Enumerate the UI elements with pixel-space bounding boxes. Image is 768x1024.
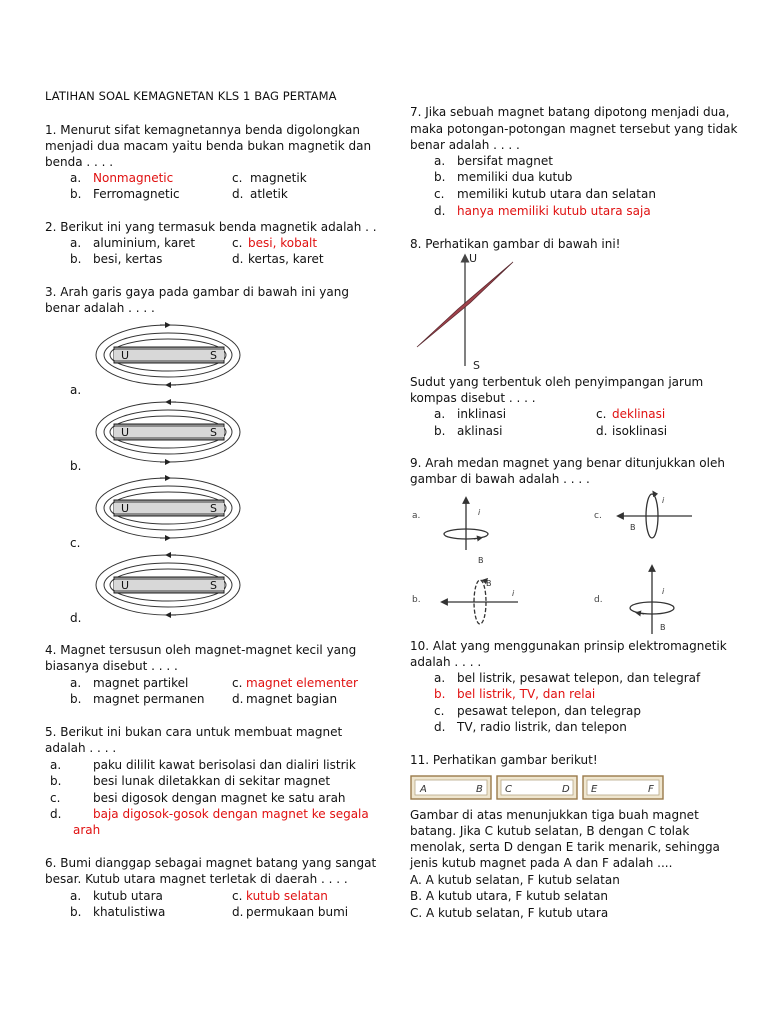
q9-field-figures (408, 488, 698, 636)
q6-option-a: kutub utara (93, 889, 163, 903)
q7-option-a-letter: a. (434, 154, 446, 168)
q8-option-b-letter: b. (434, 424, 446, 438)
q6-stem-line1: 6. Bumi dianggap sebagai magnet batang yang sangat (45, 856, 377, 870)
q9-label-c: c. (594, 511, 602, 521)
q6-option-b-letter: b. (70, 905, 82, 919)
q11-option-b: B. A kutub utara, F kutub selatan (410, 889, 609, 903)
q4-option-c-letter: c. (232, 676, 243, 690)
q10-option-a: bel listrik, pesawat telepon, dan telegraf (457, 671, 701, 685)
q3-label-d: d. (70, 611, 82, 625)
q3-label-a: a. (70, 383, 82, 397)
q10-stem-line1: 10. Alat yang menggunakan prinsip elektromagnetik (410, 639, 727, 653)
q1-option-b: Ferromagnetic (93, 187, 180, 201)
q1-option-a: Nonmagnetic (93, 171, 174, 185)
q4-option-a-letter: a. (70, 676, 82, 690)
q11-magnet-3 (583, 776, 663, 799)
q5-option-c: besi digosok dengan magnet ke satu arah (93, 791, 346, 805)
q11-pole-b: B (476, 784, 483, 795)
q9-figure-c (594, 493, 692, 538)
q5-option-d-line2: arah (73, 823, 101, 837)
q7-option-d: hanya memiliki kutub utara saja (457, 204, 651, 218)
q3-figure-c-pole-left: U (121, 502, 130, 515)
q10-option-c-letter: c. (434, 704, 445, 718)
q9-stem-line2: gambar di bawah adalah . . . . (410, 472, 590, 486)
q4-option-b: magnet permanen (93, 692, 205, 706)
q11-pole-c: C (505, 784, 512, 795)
q10-option-d-letter: d. (434, 720, 446, 734)
q2-option-b-letter: b. (70, 252, 82, 266)
q7-stem-line2: maka potongan-potongan magnet tersebut yang tidak (410, 122, 738, 136)
q6-option-b: khatulistiwa (93, 905, 166, 919)
q10-option-b: bel listrik, TV, dan relai (457, 687, 596, 701)
q3-figure-d-pole-left: U (121, 579, 130, 592)
q7-option-b: memiliki dua kutub (457, 170, 573, 184)
q8-option-c-letter: c. (596, 407, 607, 421)
q5-option-d-letter: d. (50, 807, 62, 821)
q10-option-b-letter: b. (434, 687, 446, 701)
q4-option-d-letter: d. (232, 692, 244, 706)
q8-option-c: deklinasi (612, 407, 666, 421)
q2-option-d-letter: d. (232, 252, 244, 266)
q8-stem2-line1: Sudut yang terbentuk oleh penyimpangan jarum (410, 375, 704, 389)
q1-option-a-letter: a. (70, 171, 82, 185)
q11-pole-e: E (591, 784, 598, 795)
q7-option-c: memiliki kutub utara dan selatan (457, 187, 656, 201)
q9-figure-d (594, 568, 674, 634)
q8-label-u: U (469, 252, 478, 265)
q4-stem-line1: 4. Magnet tersusun oleh magnet-magnet kecil yang (45, 643, 357, 657)
q6-option-a-letter: a. (70, 889, 82, 903)
q2-option-c-letter: c. (232, 236, 243, 250)
q3-figure-c-pole-right: S (210, 502, 217, 515)
q9-label-d: d. (594, 595, 603, 605)
q4-stem-line2: biasanya disebut . . . . (45, 659, 178, 673)
q11-stem2-line3: menolak, serta D dengan E tarik menarik, sehingga (410, 840, 720, 854)
q7-option-b-letter: b. (434, 170, 446, 184)
q5-option-a: paku dililit kawat berisolasi dan dialiri listrik (93, 758, 356, 772)
q8-option-d-letter: d. (596, 424, 608, 438)
q8-option-b: aklinasi (457, 424, 503, 438)
q4-option-d: magnet bagian (246, 692, 338, 706)
q11-pole-d: D (562, 784, 570, 795)
q10-option-c: pesawat telepon, dan telegrap (457, 704, 642, 718)
q11-stem: 11. Perhatikan gambar berikut! (410, 753, 598, 767)
q11-magnets-figure (410, 774, 666, 802)
q10-option-a-letter: a. (434, 671, 446, 685)
q3-label-b: b. (70, 459, 82, 473)
q9-d-field: B (660, 623, 666, 632)
q8-compass-figure (410, 248, 520, 376)
q9-c-current: i (662, 496, 665, 505)
q8-stem2-line2: kompas disebut . . . . (410, 391, 536, 405)
q5-option-c-letter: c. (50, 791, 61, 805)
q6-option-c: kutub selatan (246, 889, 328, 903)
q3-figure-d (96, 555, 240, 615)
q3-stem-line2: benar adalah . . . . (45, 301, 155, 315)
q7-option-c-letter: c. (434, 187, 445, 201)
q5-stem-line2: adalah . . . . (45, 741, 117, 755)
q9-label-a: a. (412, 511, 421, 521)
q7-stem-line3: benar adalah . . . . (410, 138, 520, 152)
q1-stem-line3: benda . . . . (45, 155, 114, 169)
q1-option-c-letter: c. (232, 171, 243, 185)
q9-b-current: i (512, 589, 515, 598)
q11-magnet-1 (411, 776, 491, 799)
q3-figure-b (96, 402, 240, 462)
q2-option-a: aluminium, karet (93, 236, 196, 250)
q11-pole-a: A (420, 784, 427, 795)
q5-option-d-line1: baja digosok-gosok dengan magnet ke segala (93, 807, 369, 821)
q3-figure-b-pole-right: S (210, 426, 217, 439)
q6-stem-line2: besar. Kutub utara magnet terletak di daerah . . . . (45, 872, 348, 886)
q4-option-a: magnet partikel (93, 676, 189, 690)
q9-figure-a (412, 500, 488, 565)
q6-option-d-letter: d. (232, 905, 244, 919)
q1-option-d-letter: d. (232, 187, 244, 201)
q11-stem2-line4: jenis kutub magnet pada A dan F adalah .... (410, 856, 673, 870)
q9-figure-b (412, 579, 518, 624)
q10-stem-line2: adalah . . . . (410, 655, 482, 669)
q1-stem-line2: menjadi dua macam yaitu benda bukan magnetik dan (45, 139, 372, 153)
q8-stem: 8. Perhatikan gambar di bawah ini! (410, 237, 621, 251)
q9-c-field: B (630, 523, 636, 532)
q8-label-s: S (473, 359, 480, 372)
q3-figure-b-pole-left: U (121, 426, 130, 439)
q8-option-a: inklinasi (457, 407, 507, 421)
q3-figure-a-pole-left: U (121, 349, 130, 362)
q2-option-a-letter: a. (70, 236, 82, 250)
q9-a-field: B (478, 556, 484, 565)
q2-stem: 2. Berikut ini yang termasuk benda magnetik adalah . . (45, 220, 377, 234)
q11-option-a: A. A kutub selatan, F kutub selatan (410, 873, 620, 887)
q9-a-current: i (478, 508, 481, 517)
page-title: LATIHAN SOAL KEMAGNETAN KLS 1 BAG PERTAMA (45, 89, 337, 103)
q10-option-d: TV, radio listrik, dan telepon (457, 720, 627, 734)
q9-label-b: b. (412, 595, 421, 605)
q2-option-d: kertas, karet (248, 252, 324, 266)
q5-option-b-letter: b. (50, 774, 62, 788)
q1-option-d: atletik (250, 187, 288, 201)
q3-stem-line1: 3. Arah garis gaya pada gambar di bawah ini yang (45, 285, 349, 299)
q11-pole-f: F (648, 784, 654, 795)
q3-field-figures (90, 318, 250, 628)
q8-option-a-letter: a. (434, 407, 446, 421)
q9-stem-line1: 9. Arah medan magnet yang benar ditunjukkan oleh (410, 456, 725, 470)
q4-option-c: magnet elementer (246, 676, 358, 690)
q2-option-b: besi, kertas (93, 252, 163, 266)
q5-option-b: besi lunak diletakkan di sekitar magnet (93, 774, 331, 788)
q3-figure-a-pole-right: S (210, 349, 217, 362)
q3-label-c: c. (70, 536, 81, 550)
q1-option-b-letter: b. (70, 187, 82, 201)
q6-option-c-letter: c. (232, 889, 243, 903)
q5-stem-line1: 5. Berikut ini bukan cara untuk membuat magnet (45, 725, 343, 739)
q3-figure-d-pole-right: S (210, 579, 217, 592)
q1-stem-line1: 1. Menurut sifat kemagnetannya benda digolongkan (45, 123, 360, 137)
q7-option-a: bersifat magnet (457, 154, 553, 168)
q4-option-b-letter: b. (70, 692, 82, 706)
q5-option-a-letter: a. (50, 758, 62, 772)
q9-b-field: B (486, 579, 492, 588)
q8-option-d: isoklinasi (612, 424, 668, 438)
q11-magnet-2 (497, 776, 577, 799)
q3-figure-a (96, 325, 240, 385)
q1-option-c: magnetik (250, 171, 307, 185)
q11-stem2-line1: Gambar di atas menunjukkan tiga buah magnet (410, 808, 699, 822)
q6-option-d: permukaan bumi (246, 905, 349, 919)
q3-figure-c (96, 478, 240, 538)
q11-option-c: C. A kutub selatan, F kutub utara (410, 906, 609, 920)
q9-d-current: i (662, 587, 665, 596)
q7-stem-line1: 7. Jika sebuah magnet batang dipotong menjadi dua, (410, 105, 730, 119)
q2-option-c: besi, kobalt (248, 236, 318, 250)
q7-option-d-letter: d. (434, 204, 446, 218)
q11-stem2-line2: batang. Jika C kutub selatan, B dengan C tolak (410, 824, 690, 838)
